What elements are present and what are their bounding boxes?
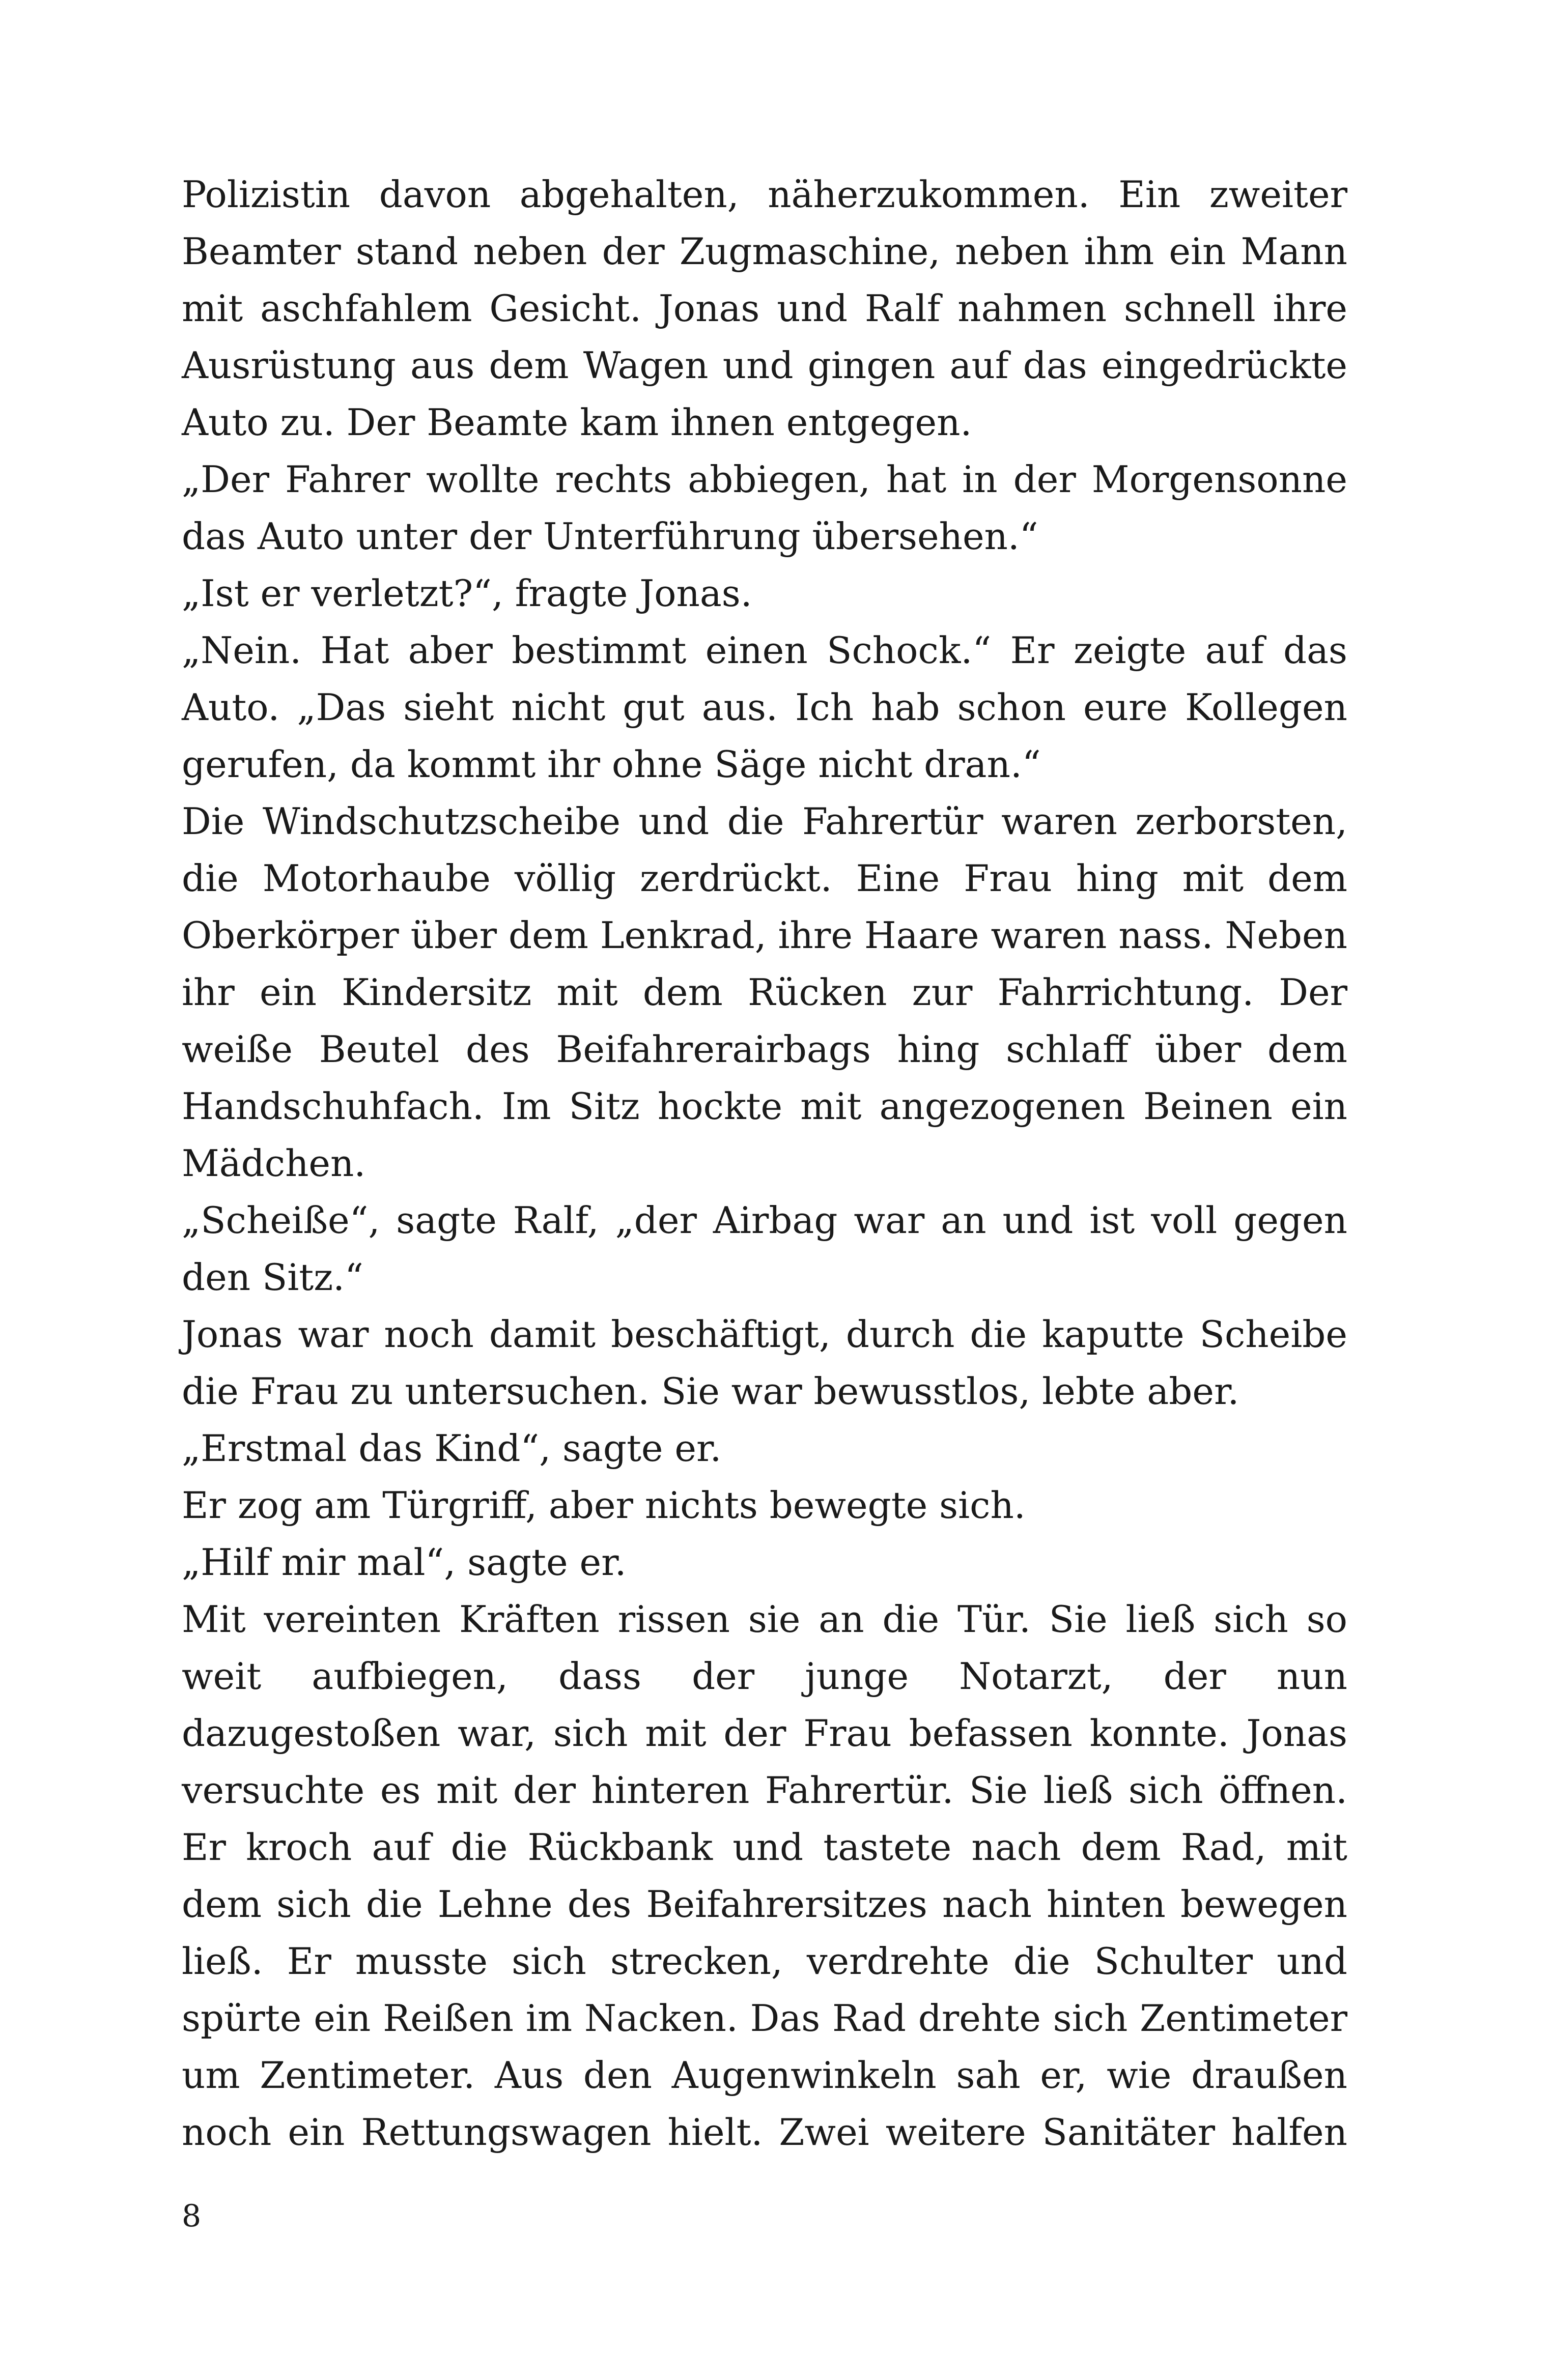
text-line: Die Windschutzscheibe und die Fahrertür waren zerborsten, — [182, 800, 1347, 843]
text-line: mit aschfahlem Gesicht. Jonas und Ralf nahmen schnell ihre — [182, 287, 1347, 330]
text-line: Mit vereinten Kräften rissen sie an die Tür. Sie ließ sich so — [182, 1598, 1347, 1641]
text-line: Polizistin davon abgehalten, näherzukommen. Ein zweiter — [182, 173, 1347, 216]
text-line: „Der Fahrer wollte rechts abbiegen, hat in der Morgensonne — [182, 458, 1347, 501]
text-line: weiße Beutel des Beifahrerairbags hing schlaff über dem — [182, 1028, 1347, 1071]
text-line: Er zog am Türgriff, aber nichts bewegte sich. — [182, 1484, 1026, 1527]
text-line: spürte ein Reißen im Nacken. Das Rad drehte sich Zentimeter — [182, 1997, 1347, 2040]
text-line: Auto zu. Der Beamte kam ihnen entgegen. — [182, 401, 972, 444]
text-line: Jonas war noch damit beschäftigt, durch die kaputte Scheibe — [182, 1313, 1347, 1356]
text-line: weit aufbiegen, dass der junge Notarzt, der nun — [182, 1655, 1347, 1698]
text-line: „Erstmal das Kind“, sagte er. — [182, 1427, 722, 1470]
text-line: „Nein. Hat aber bestimmt einen Schock.“ Er zeigte auf das — [182, 629, 1347, 672]
text-line: um Zentimeter. Aus den Augenwinkeln sah er, wie draußen — [182, 2054, 1347, 2097]
text-line: Mädchen. — [182, 1142, 366, 1185]
text-line: „Ist er verletzt?“, fragte Jonas. — [182, 572, 752, 615]
text-line: den Sitz.“ — [182, 1256, 363, 1299]
text-line: ihr ein Kindersitz mit dem Rücken zur Fahrrichtung. Der — [182, 971, 1347, 1014]
text-line: ließ. Er musste sich strecken, verdrehte die Schulter und — [182, 1940, 1347, 1983]
text-line: Auto. „Das sieht nicht gut aus. Ich hab schon eure Kollegen — [182, 686, 1347, 729]
page-number: 8 — [182, 2198, 202, 2234]
text-line: die Frau zu untersuchen. Sie war bewusstlos, lebte aber. — [182, 1370, 1239, 1413]
text-line: „Hilf mir mal“, sagte er. — [182, 1541, 627, 1584]
text-line: Beamter stand neben der Zugmaschine, neben ihm ein Mann — [182, 230, 1347, 273]
text-line: Er kroch auf die Rückbank und tastete nach dem Rad, mit — [182, 1826, 1347, 1869]
text-line: noch ein Rettungswagen hielt. Zwei weitere Sanitäter halfen — [182, 2111, 1347, 2154]
text-line: Oberkörper über dem Lenkrad, ihre Haare waren nass. Neben — [182, 914, 1347, 957]
text-line: dem sich die Lehne des Beifahrersitzes nach hinten bewegen — [182, 1883, 1347, 1926]
text-line: Ausrüstung aus dem Wagen und gingen auf das eingedrückte — [182, 344, 1347, 387]
text-line: das Auto unter der Unterführung übersehen.“ — [182, 515, 1038, 558]
text-line: „Scheiße“, sagte Ralf, „der Airbag war an und ist voll gegen — [182, 1199, 1347, 1242]
text-line: die Motorhaube völlig zerdrückt. Eine Frau hing mit dem — [182, 857, 1347, 900]
text-line: dazugestoßen war, sich mit der Frau befassen konnte. Jonas — [182, 1712, 1347, 1755]
body-text — [182, 166, 1347, 2161]
text-line: gerufen, da kommt ihr ohne Säge nicht dran.“ — [182, 743, 1041, 786]
text-line: Handschuhfach. Im Sitz hockte mit angezogenen Beinen ein — [182, 1085, 1347, 1128]
text-line: versuchte es mit der hinteren Fahrertür. Sie ließ sich öffnen. — [182, 1769, 1347, 1812]
